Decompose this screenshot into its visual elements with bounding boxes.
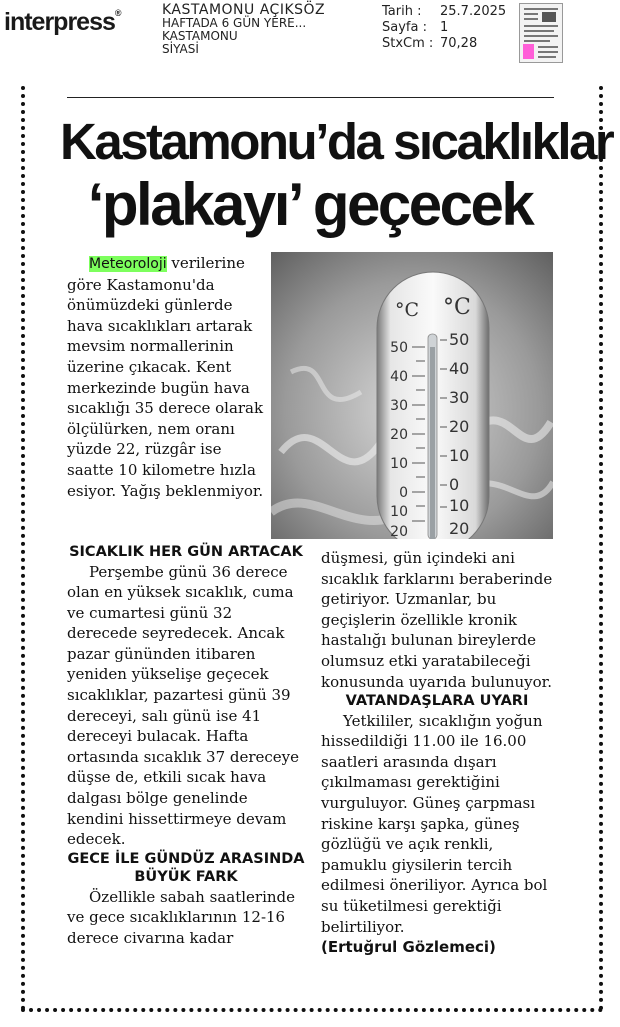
scale-left-label: 30 (390, 398, 408, 414)
clipping-border-left (21, 86, 25, 1011)
unit-right: °C (443, 295, 471, 320)
page-thumbnail[interactable] (519, 3, 563, 63)
scale-left-label: 10 (390, 456, 408, 472)
scale-left-label: 10 (390, 504, 408, 520)
body-paragraph: Yetkililer, sıcaklığın yoğun hissedildiği 11.00 ile 16.00 saatleri arasında dışarı çıkılmaması gerektiğini vurguluyor. Güneş çarpması riskine karşı şapka, güneş gözlüğü ve açık renkli, pamuklu giysilerin tercih edilmesi öneriliyor. Ayrıca bol su tüketilmesi gerektiği belirtiliyor. (321, 711, 548, 936)
article-intro (67, 253, 265, 501)
clipping-location-marker (523, 44, 534, 59)
publication-name: KASTAMONU AÇIKSÖZ (162, 2, 326, 18)
clipping-meta (382, 4, 510, 52)
scale-right-label: 30 (449, 388, 470, 407)
publication-category: SİYASİ (162, 42, 199, 56)
article-headline (60, 112, 613, 238)
meta-label: Tarih : (382, 4, 422, 19)
meta-value: 1 (440, 20, 449, 35)
clipping-border-right (599, 86, 603, 1011)
article-column-right (321, 548, 553, 958)
scale-left-label: 50 (390, 340, 408, 356)
body-paragraph: Özellikle sabah saatlerinde ve gece sıcaklıklarının 12-16 derece civarına kadar (67, 887, 296, 947)
body-paragraph: Perşembe günü 36 derece olan en yüksek sıcaklık, cuma ve cumartesi günü 32 derecede seyredecek. Ancak pazar gününden itibaren yeniden yükselişe geçecek sıcaklıklar, pazartesi günü 39 dereceyi, salı günü ise 41 dereceyi bulacak. Hafta ortasında sıcaklık 37 dereceye düşse de, etkili sıcak hava dalgası bölge genelinde kendini hissettirmeye devam edecek. (67, 562, 300, 849)
publication-city: KASTAMONU (162, 29, 238, 43)
meta-value: 25.7.2025 (440, 4, 507, 19)
scale-right-label: 0 (449, 475, 460, 494)
meta-value: 70,28 (440, 36, 478, 51)
subheading-day-night-difference: GECE İLE GÜNDÜZ ARASINDA BÜYÜK FARK (67, 850, 305, 886)
meta-label: Sayfa : (382, 20, 427, 35)
scale-left-label: 40 (390, 369, 408, 385)
publication-frequency: HAFTADA 6 GÜN YERE... (162, 16, 307, 30)
meta-row-date (382, 4, 510, 20)
article-column-left (67, 543, 305, 949)
interpress-logo: interpress® (4, 8, 121, 36)
scale-right-label: 50 (449, 330, 470, 349)
scale-left-label: 0 (399, 485, 408, 501)
unit-left: °C (395, 299, 420, 321)
author-byline: (Ertuğrul Gözlemeci) (321, 938, 496, 957)
subheading-citizen-warning: VATANDAŞLARA UYARI (345, 693, 529, 710)
intro-paragraph (67, 253, 265, 501)
body-paragraph-continued: düşmesi, gün içindeki ani sıcaklık farklarını beraberinde getiriyor. Uzmanlar, bu geçişlerin özellikle kronik hastalığı bulunan bireylerde olumsuz etki yaratabileceği konusunda uyarıda bulunuyor. (321, 549, 553, 691)
intro-text: verilerine göre Kastamonu'da önümüzdeki günlerde hava sıcaklıkları artarak mevsim normallerinin üzerine çıkacak. Kent merkezinde bugün hava sıcaklığı 35 derece olarak ölçülürken, nem oranı yüzde 22, rüzgâr ise saatte 10 kilometre hızla esiyor. Yağış beklenmiyor. (67, 254, 264, 500)
scale-right-label: 40 (449, 359, 470, 378)
scale-left-label: 20 (390, 524, 408, 539)
top-rule (67, 97, 554, 98)
subheading-temperature-rise: SICAKLIK HER GÜN ARTACAK (69, 544, 303, 560)
meta-row-size (382, 36, 510, 52)
scale-right-label: 10 (449, 446, 470, 465)
headline-line-2: ‘plakayı’ geçecek (87, 171, 533, 238)
headline-line-1: Kastamonu’da sıcaklıklar (60, 113, 613, 170)
scale-left-label: 20 (390, 427, 408, 443)
scale-right-label: 20 (449, 519, 470, 538)
source-info (162, 4, 325, 56)
highlighted-keyword: Meteoroloji (89, 256, 167, 272)
clipping-border-bottom (21, 1008, 603, 1012)
meta-row-page (382, 20, 510, 36)
scale-right-label: 20 (449, 417, 470, 436)
thermometer-photo (271, 252, 553, 539)
meta-label: StxCm : (382, 36, 434, 51)
scale-right-label: 10 (449, 496, 470, 515)
